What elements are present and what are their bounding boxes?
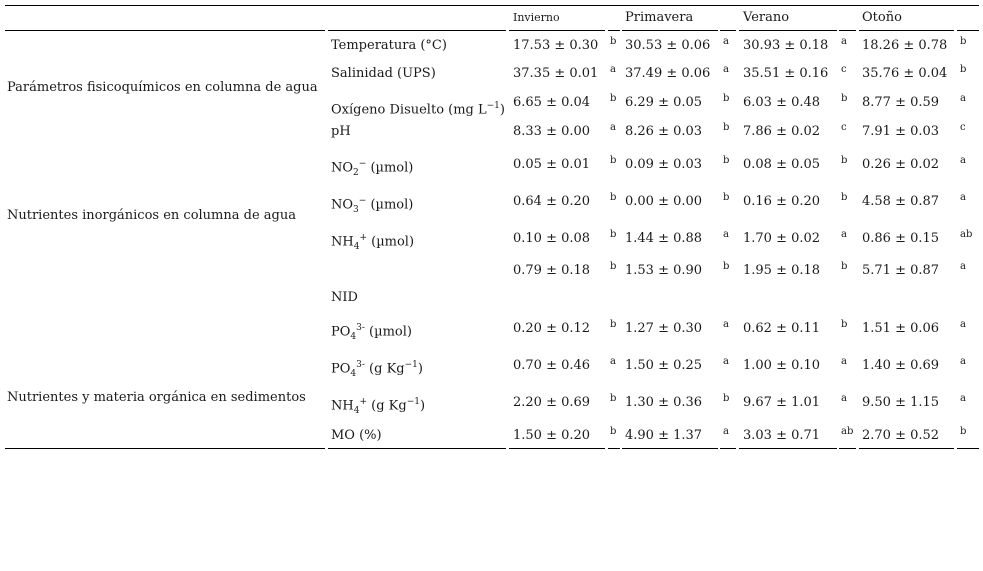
value-cell: 1.95 ± 0.18 <box>743 263 821 278</box>
bottom-rule-oto-sig <box>957 448 979 449</box>
value-cell: 0.79 ± 0.18 <box>513 263 591 278</box>
value-cell: 1.50 ± 0.25 <box>625 358 703 373</box>
sig-letter: a <box>723 319 729 330</box>
sig-letter: a <box>960 192 966 203</box>
sig-letter: b <box>723 192 730 203</box>
param-nh4g-unit: (g Kg <box>367 398 407 414</box>
param-no3-sub: 3 <box>353 204 359 215</box>
param-no2-base: NO <box>331 160 354 176</box>
value-cell: 17.53 ± 0.30 <box>513 38 599 53</box>
bottom-rule-primavera <box>622 448 718 449</box>
param-no3-sup: − <box>358 196 367 206</box>
header-rule-verano <box>739 30 837 31</box>
param-nh4g-close: ) <box>419 398 426 414</box>
value-cell: 6.65 ± 0.04 <box>513 95 591 110</box>
value-cell: 1.53 ± 0.90 <box>625 263 703 278</box>
sig-letter: b <box>841 319 848 330</box>
sig-letter: b <box>610 393 617 404</box>
header-invierno: Invierno <box>513 11 560 24</box>
param-nh4-sup: + <box>359 233 367 243</box>
value-cell: 0.09 ± 0.03 <box>625 157 703 172</box>
param-po4-unit: (µmol) <box>364 324 412 340</box>
param-ph: pH <box>331 124 351 139</box>
param-nh4g-sub: 4 <box>353 405 360 416</box>
sig-letter: b <box>610 93 617 104</box>
bottom-rule-param <box>328 448 506 449</box>
sig-letter: a <box>723 64 729 75</box>
header-rule-ver-sig <box>839 30 856 31</box>
bottom-rule-otono <box>859 448 954 449</box>
param-nh4 <box>331 230 414 255</box>
value-cell: 0.10 ± 0.08 <box>513 231 591 246</box>
param-po4g-unit: (g Kg <box>364 361 405 377</box>
sig-letter: b <box>841 192 848 203</box>
sig-letter: b <box>610 229 617 240</box>
sig-letter: b <box>610 261 617 272</box>
value-cell: 0.64 ± 0.20 <box>513 194 591 209</box>
sig-letter: b <box>841 155 848 166</box>
header-rule-oto-sig <box>957 30 979 31</box>
value-cell: 37.35 ± 0.01 <box>513 66 599 81</box>
sig-letter: a <box>960 356 966 367</box>
param-po4 <box>331 320 412 345</box>
value-cell: 1.00 ± 0.10 <box>743 358 821 373</box>
sig-letter: a <box>960 93 966 104</box>
bottom-rule-verano <box>739 448 837 449</box>
param-temperatura: Temperatura (°C) <box>331 38 447 53</box>
header-otono: Otoño <box>862 10 902 25</box>
value-cell: 5.71 ± 0.87 <box>862 263 940 278</box>
param-po4g-sup: 3- <box>356 360 365 370</box>
sig-letter: b <box>610 36 617 47</box>
value-cell: 7.91 ± 0.03 <box>862 124 940 139</box>
sig-letter: a <box>723 36 729 47</box>
sig-letter: b <box>960 64 967 75</box>
param-nh4-sub: 4 <box>353 241 360 252</box>
sig-letter: b <box>610 192 617 203</box>
sig-letter: a <box>841 36 847 47</box>
param-nh4-base: NH <box>331 234 354 250</box>
value-cell: 7.86 ± 0.02 <box>743 124 821 139</box>
param-po4g-unitsup: −1 <box>404 360 418 370</box>
param-no3-unit: (µmol) <box>366 197 414 213</box>
param-no3-base: NO <box>331 197 354 213</box>
value-cell: 0.86 ± 0.15 <box>862 231 940 246</box>
sig-letter: b <box>723 261 730 272</box>
param-po4g-sub: 4 <box>350 368 357 379</box>
value-cell: 0.26 ± 0.02 <box>862 157 940 172</box>
value-cell: 6.03 ± 0.48 <box>743 95 821 110</box>
header-rule-pri-sig <box>720 30 736 31</box>
value-cell: 18.26 ± 0.78 <box>862 38 948 53</box>
param-po4-sub: 4 <box>350 331 357 342</box>
bottom-rule-left <box>5 448 325 449</box>
sig-letter: a <box>723 356 729 367</box>
value-cell: 0.16 ± 0.20 <box>743 194 821 209</box>
param-mo: MO (%) <box>331 428 382 443</box>
param-po4-base: PO <box>331 324 351 340</box>
param-oxigeno <box>331 98 505 118</box>
param-nh4-unit: (µmol) <box>367 234 415 250</box>
header-rule-primavera <box>622 30 718 31</box>
sig-letter: b <box>723 93 730 104</box>
value-cell: 8.77 ± 0.59 <box>862 95 940 110</box>
bottom-rule-ver-sig <box>839 448 856 449</box>
param-oxigeno-close: ) <box>499 102 505 118</box>
param-po4-sup: 3- <box>356 323 365 333</box>
header-rule-inv-sig <box>608 30 620 31</box>
value-cell: 30.93 ± 0.18 <box>743 38 829 53</box>
sig-letter: a <box>841 229 847 240</box>
param-no2-sub: 2 <box>353 167 359 178</box>
param-po4g-base: PO <box>331 361 351 377</box>
value-cell: 2.20 ± 0.69 <box>513 395 591 410</box>
bottom-rule-inv-sig <box>608 448 620 449</box>
value-cell: 30.53 ± 0.06 <box>625 38 711 53</box>
value-cell: 2.70 ± 0.52 <box>862 428 940 443</box>
header-rule-otono <box>859 30 954 31</box>
param-nh4g-base: NH <box>331 398 354 414</box>
sig-letter: c <box>841 64 847 75</box>
value-cell: 4.58 ± 0.87 <box>862 194 940 209</box>
param-po4g-close: ) <box>417 361 423 377</box>
sig-letter: c <box>841 122 847 133</box>
sig-letter: b <box>723 393 730 404</box>
param-nh4g-sup: + <box>359 397 367 407</box>
sig-letter: b <box>610 319 617 330</box>
header-verano: Verano <box>743 10 790 25</box>
value-cell: 1.44 ± 0.88 <box>625 231 703 246</box>
value-cell: 0.70 ± 0.46 <box>513 358 591 373</box>
param-nh4-g <box>331 394 425 419</box>
sig-letter: c <box>960 122 966 133</box>
sig-letter: a <box>960 319 966 330</box>
sig-letter: a <box>723 426 729 437</box>
value-cell: 3.03 ± 0.71 <box>743 428 821 443</box>
sig-letter: a <box>960 155 966 166</box>
sig-letter: a <box>610 64 616 75</box>
param-nid: NID <box>331 290 358 305</box>
sig-letter: a <box>960 261 966 272</box>
param-nh4g-unitsup: −1 <box>406 397 420 407</box>
value-cell: 9.67 ± 1.01 <box>743 395 821 410</box>
param-salinidad: Salinidad (UPS) <box>331 66 436 81</box>
sig-letter: a <box>723 229 729 240</box>
header-primavera: Primavera <box>625 10 694 25</box>
sig-letter: ab <box>960 229 973 240</box>
value-cell: 35.76 ± 0.04 <box>862 66 948 81</box>
bottom-rule-pri-sig <box>720 448 736 449</box>
value-cell: 0.08 ± 0.05 <box>743 157 821 172</box>
sig-letter: b <box>610 155 617 166</box>
sig-letter: b <box>960 36 967 47</box>
value-cell: 0.62 ± 0.11 <box>743 321 821 336</box>
group-sedimentos: Nutrientes y materia orgánica en sedimentos <box>7 390 306 405</box>
sig-letter: a <box>841 356 847 367</box>
sig-letter: b <box>723 122 730 133</box>
header-rule-invierno <box>509 30 605 31</box>
sig-letter: b <box>841 93 848 104</box>
value-cell: 1.40 ± 0.69 <box>862 358 940 373</box>
value-cell: 8.26 ± 0.03 <box>625 124 703 139</box>
param-no2-sup: − <box>358 159 367 169</box>
header-rule-left <box>5 30 325 31</box>
value-cell: 1.27 ± 0.30 <box>625 321 703 336</box>
param-oxigeno-sup: −1 <box>486 101 500 111</box>
sig-letter: a <box>610 122 616 133</box>
group-nutrientes-inorganicos: Nutrientes inorgánicos en columna de agua <box>7 208 296 223</box>
value-cell: 0.05 ± 0.01 <box>513 157 591 172</box>
bottom-rule-invierno <box>509 448 605 449</box>
value-cell: 8.33 ± 0.00 <box>513 124 591 139</box>
sig-letter: b <box>610 426 617 437</box>
param-po4-g <box>331 357 423 382</box>
value-cell: 1.51 ± 0.06 <box>862 321 940 336</box>
sig-letter: b <box>841 261 848 272</box>
header-rule-param <box>328 30 506 31</box>
top-rule <box>5 5 979 6</box>
param-no2-unit: (µmol) <box>366 160 414 176</box>
sig-letter: b <box>723 155 730 166</box>
group-fisicoquimicos: Parámetros fisicoquímicos en columna de agua <box>7 80 318 95</box>
sig-letter: b <box>960 426 967 437</box>
sig-letter: ab <box>841 426 854 437</box>
value-cell: 35.51 ± 0.16 <box>743 66 829 81</box>
value-cell: 37.49 ± 0.06 <box>625 66 711 81</box>
value-cell: 1.30 ± 0.36 <box>625 395 703 410</box>
value-cell: 1.70 ± 0.02 <box>743 231 821 246</box>
value-cell: 9.50 ± 1.15 <box>862 395 940 410</box>
value-cell: 6.29 ± 0.05 <box>625 95 703 110</box>
sig-letter: a <box>610 356 616 367</box>
value-cell: 0.20 ± 0.12 <box>513 321 591 336</box>
value-cell: 1.50 ± 0.20 <box>513 428 591 443</box>
param-oxigeno-base: Oxígeno Disuelto (mg L <box>331 102 487 118</box>
param-no2 <box>331 156 413 181</box>
value-cell: 0.00 ± 0.00 <box>625 194 703 209</box>
value-cell: 4.90 ± 1.37 <box>625 428 703 443</box>
sig-letter: a <box>960 393 966 404</box>
param-no3 <box>331 193 413 218</box>
sig-letter: a <box>841 393 847 404</box>
